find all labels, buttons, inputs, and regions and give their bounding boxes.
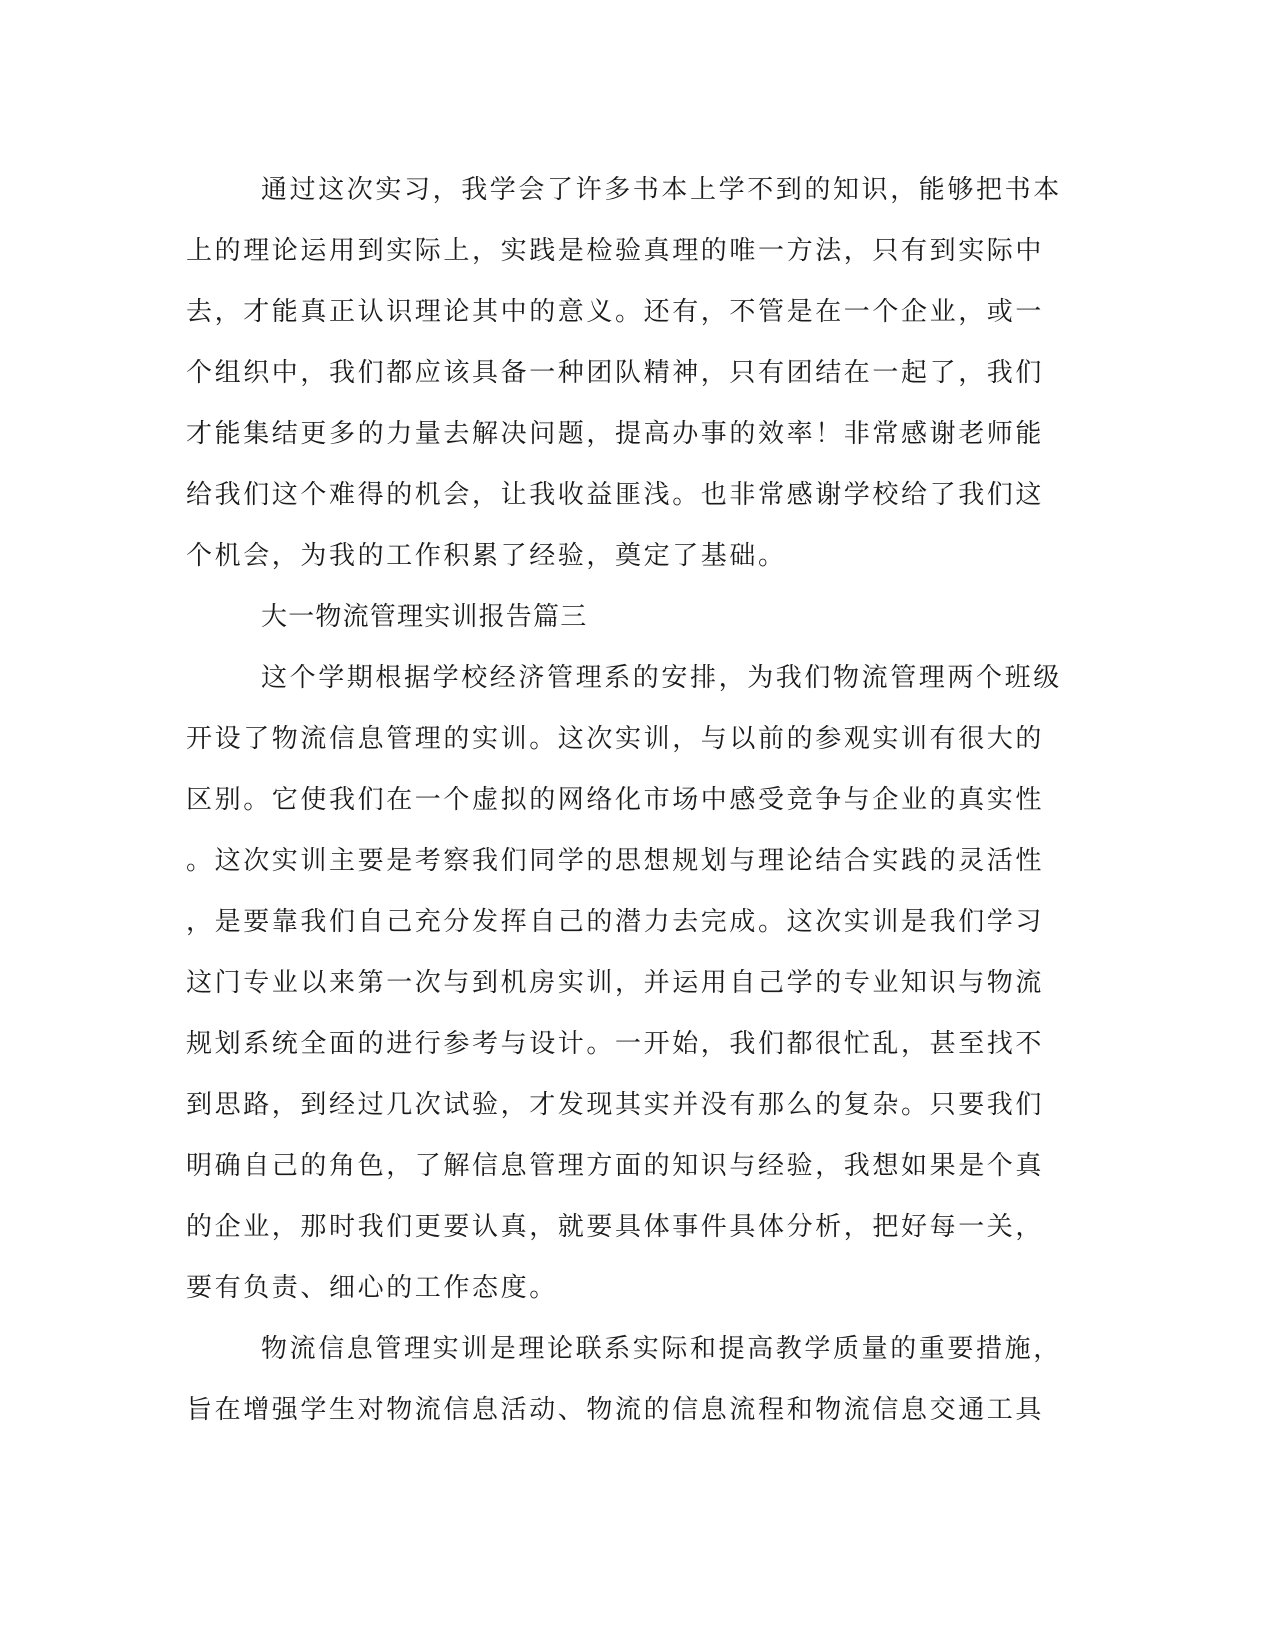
text-line: 这门专业以来第一次与到机房实训，并运用自己学的专业知识与物流 [186,968,1045,998]
paragraph-3 [186,1319,1062,1441]
text-line: 规划系统全面的进行参考与设计。一开始，我们都很忙乱，甚至找不 [186,1029,1045,1059]
section-heading: 大一物流管理实训报告篇三 [261,602,588,632]
paragraph-2 [186,648,1062,1319]
text-line: 去，才能真正认识理论其中的意义。还有，不管是在一个企业，或一 [186,297,1045,327]
text-line: 的企业，那时我们更要认真，就要具体事件具体分析，把好每一关， [186,1212,1045,1242]
text-line: 上的理论运用到实际上，实践是检验真理的唯一方法，只有到实际中 [186,236,1045,266]
text-line: 这个学期根据学校经济管理系的安排，为我们物流管理两个班级 [261,663,1062,693]
text-line: 通过这次实习，我学会了许多书本上学不到的知识，能够把书本 [261,175,1062,205]
text-line: ，是要靠我们自己充分发挥自己的潜力去完成。这次实训是我们学习 [186,907,1045,937]
text-line: 开设了物流信息管理的实训。这次实训，与以前的参观实训有很大的 [186,724,1045,754]
text-line: 区别。它使我们在一个虚拟的网络化市场中感受竞争与企业的真实性 [186,785,1045,815]
text-line: 给我们这个难得的机会，让我收益匪浅。也非常感谢学校给了我们这 [186,480,1045,510]
text-line: 个机会，为我的工作积累了经验，奠定了基础。 [186,541,787,571]
text-line: 明确自己的角色，了解信息管理方面的知识与经验，我想如果是个真 [186,1151,1045,1181]
text-line: 个组织中，我们都应该具备一种团队精神，只有团结在一起了，我们 [186,358,1045,388]
paragraph-1 [186,160,1062,587]
text-line: 。这次实训主要是考察我们同学的思想规划与理论结合实践的灵活性 [186,846,1045,876]
text-line: 要有负责、细心的工作态度。 [186,1273,558,1303]
text-line: 到思路，到经过几次试验，才发现其实并没有那么的复杂。只要我们 [186,1090,1045,1120]
document-body [186,160,1062,1441]
text-line: 才能集结更多的力量去解决问题，提高办事的效率！非常感谢老师能 [186,419,1045,449]
text-line: 旨在增强学生对物流信息活动、物流的信息流程和物流信息交通工具 [186,1395,1045,1425]
text-line: 物流信息管理实训是理论联系实际和提高教学质量的重要措施， [261,1334,1062,1364]
